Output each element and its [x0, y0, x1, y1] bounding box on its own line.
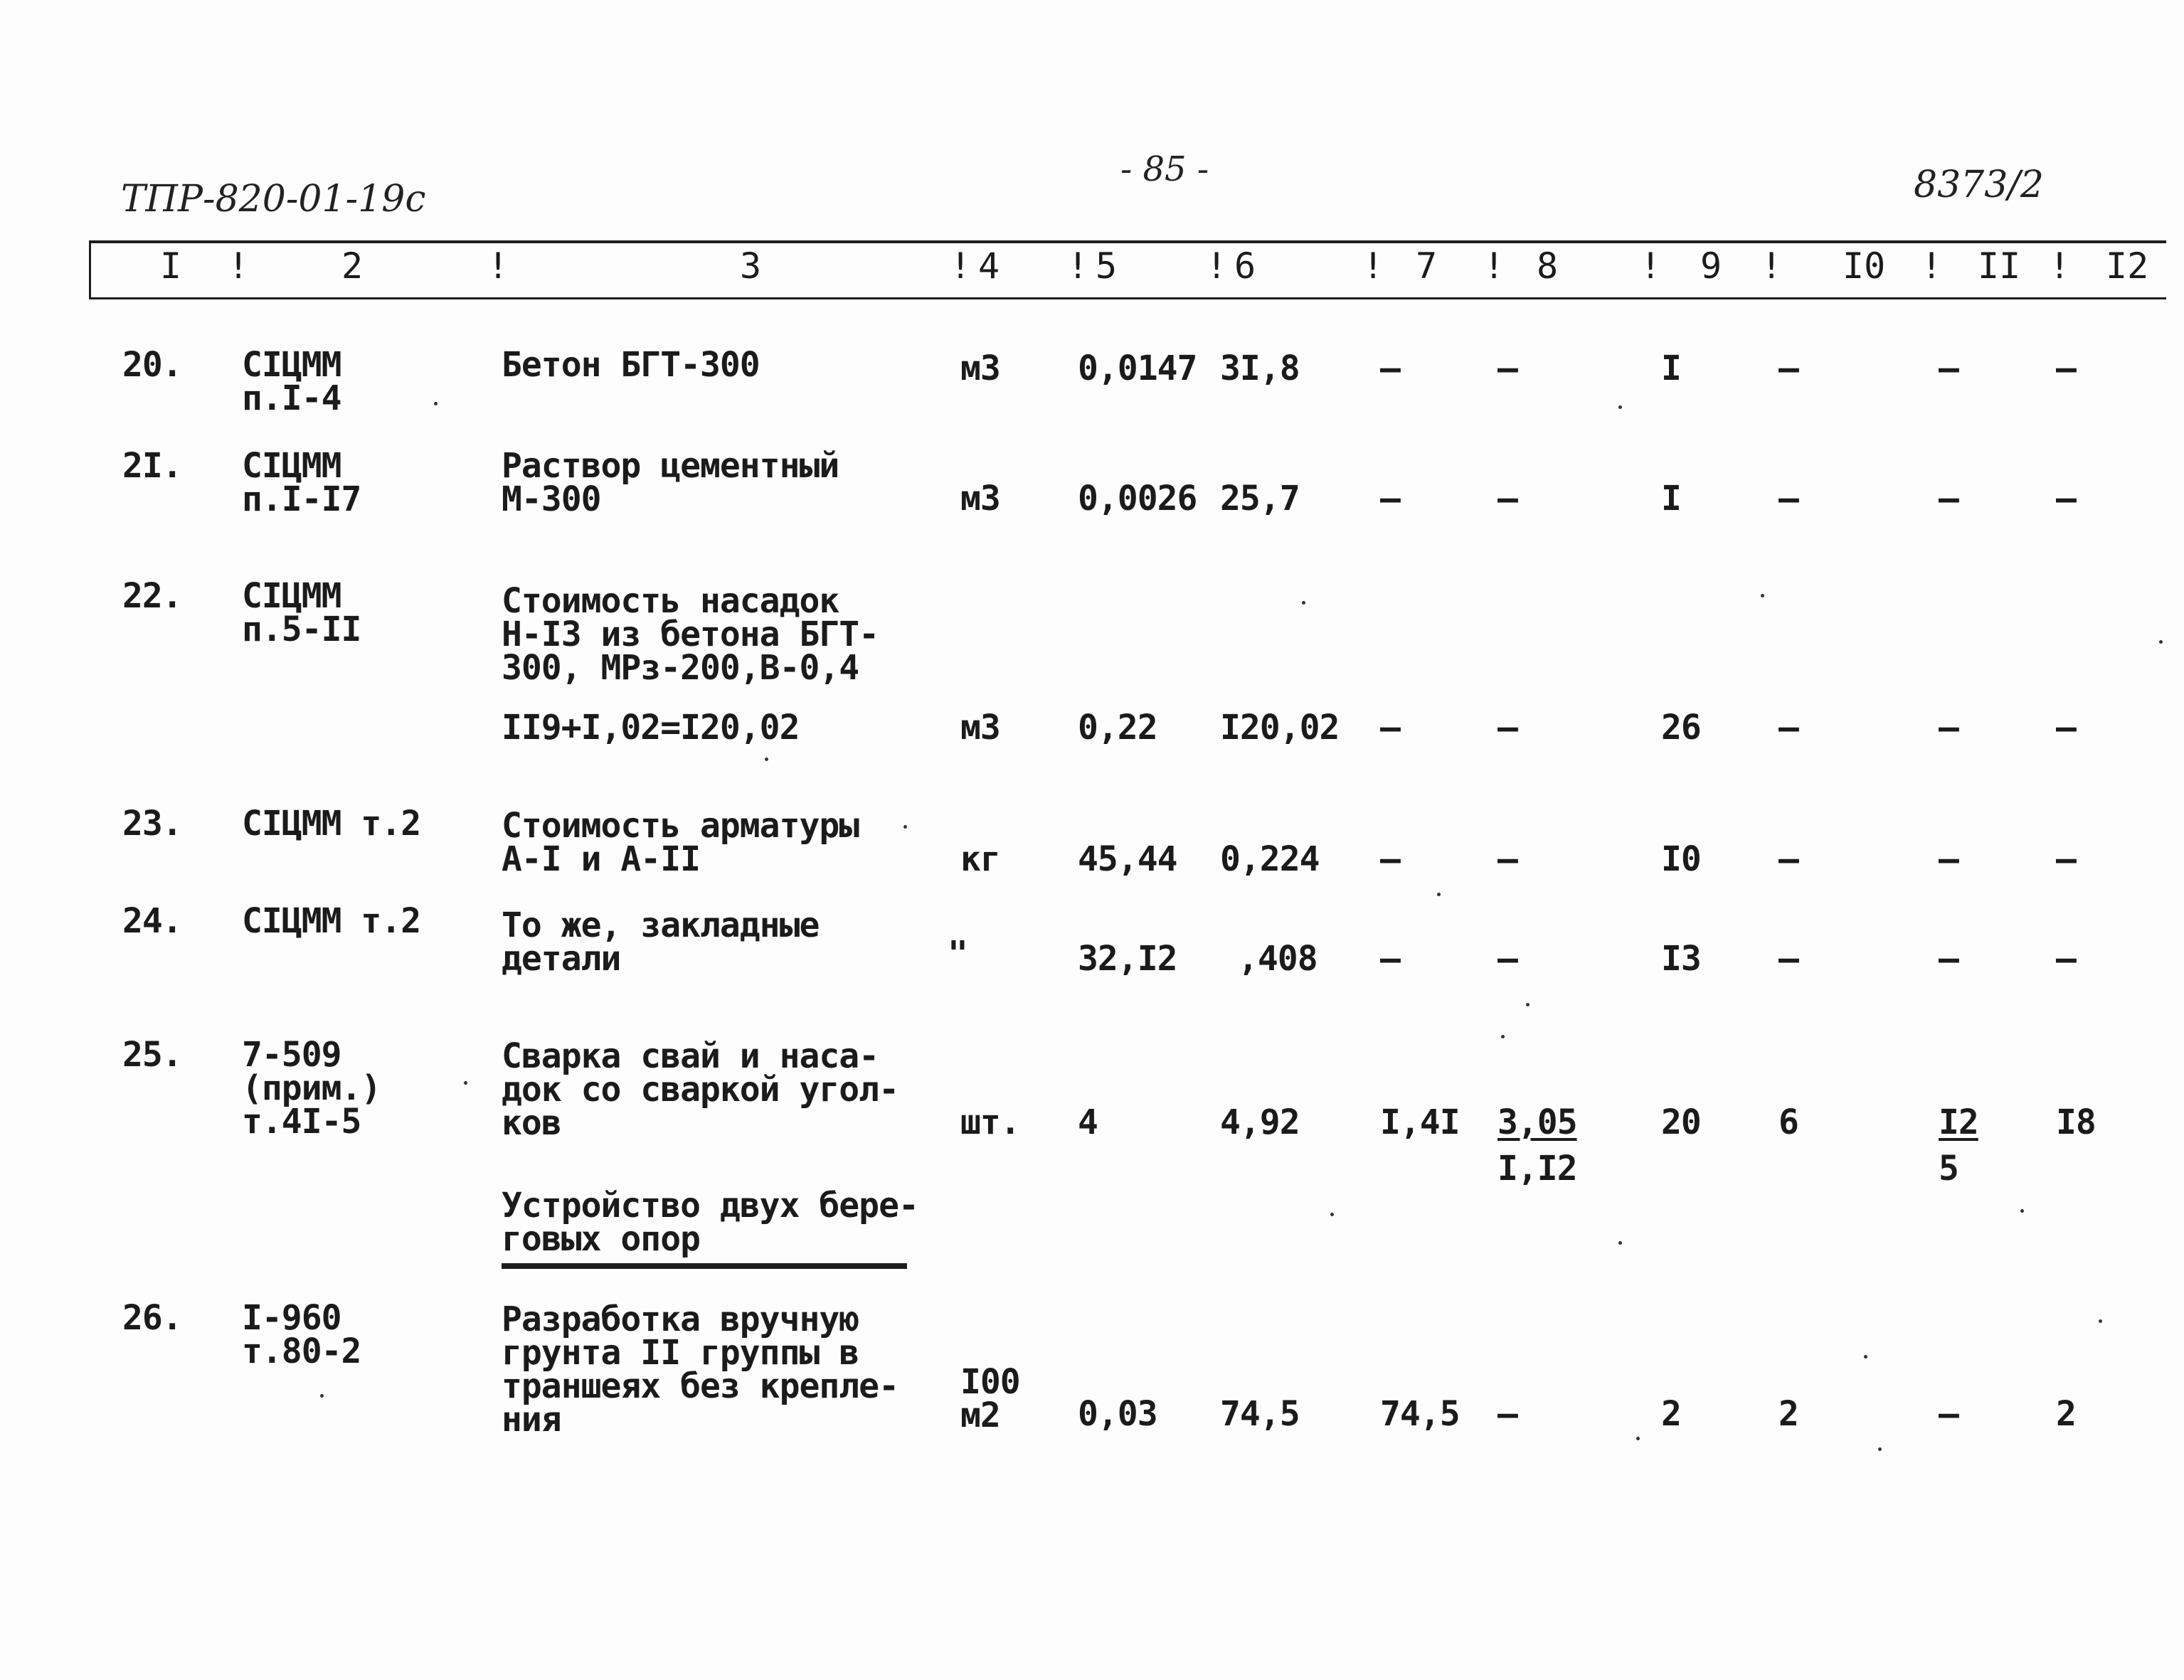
column-header-12: I2 [2106, 245, 2149, 287]
quantity: 0,0147 [1078, 349, 1197, 388]
scan-speck [1437, 893, 1441, 896]
norm-reference: 7-509 (прим.) т.4I-5 [242, 1035, 381, 1142]
work-name: II9+I,02=I20,02 [502, 708, 800, 748]
column-separator: ! [1362, 245, 1384, 287]
column-separator: ! [1067, 245, 1089, 287]
scan-speck [1618, 1241, 1622, 1245]
col-9: 26 [1661, 708, 1701, 748]
col-11: I2 [1939, 1102, 1978, 1142]
scan-speck [1878, 1447, 1882, 1451]
row-number: 25. [122, 1035, 182, 1075]
scan-speck [1302, 601, 1305, 605]
column-header-1: I [160, 245, 182, 287]
work-name: Бетон БГТ-300 [502, 345, 760, 385]
scan-speck [1864, 1355, 1867, 1359]
col-10: 6 [1779, 1102, 1798, 1142]
col-11: – [1939, 939, 1958, 979]
col-10: 2 [1779, 1394, 1798, 1434]
page-number: - 85 - [1120, 149, 1209, 189]
scan-speck [1526, 1003, 1530, 1006]
unit-price: I20,02 [1220, 708, 1340, 748]
col-10: – [1779, 708, 1798, 748]
work-name: Разработка вручную грунта II группы в траншеях без крепле- ния [502, 1299, 898, 1440]
work-name: Раствор цементный М-300 [502, 446, 839, 519]
norm-reference: СIЦММ т.2 [242, 804, 421, 844]
column-header-11: II [1978, 245, 2021, 287]
col-7: – [1380, 479, 1400, 519]
work-name: Сварка свай и наса- док со сваркой угол- ков [502, 1036, 898, 1143]
scan-speck [1501, 1035, 1505, 1038]
unit: I00 м2 [960, 1362, 1020, 1435]
column-separator: ! [1921, 245, 1943, 287]
work-name: Стоимость арматуры А-I и А-II [502, 806, 859, 879]
row-number: 2I. [122, 446, 182, 486]
col-7: – [1380, 839, 1400, 879]
unit: шт. [960, 1102, 1020, 1142]
work-name: То же, закладные детали [502, 905, 820, 979]
sheet-code: 8373/2 [1914, 164, 2044, 206]
unit: м3 [960, 479, 1000, 519]
scan-speck [1636, 1437, 1640, 1440]
unit: " [948, 934, 968, 974]
norm-reference: СIЦММ п.I-4 [242, 345, 341, 418]
column-header-10: I0 [1843, 245, 1886, 287]
col-10: – [1779, 939, 1798, 979]
unit: м3 [960, 708, 1000, 748]
column-separator: ! [1206, 245, 1228, 287]
col-11: – [1939, 349, 1958, 388]
col-11: – [1939, 708, 1958, 748]
unit-price: 25,7 [1220, 479, 1300, 519]
scan-speck [1761, 594, 1764, 597]
header-bottom-rule [89, 297, 2166, 299]
column-separator: ! [1483, 245, 1505, 287]
row-number: 20. [122, 345, 182, 385]
col-7: – [1380, 349, 1400, 388]
quantity: 45,44 [1078, 839, 1177, 879]
scan-speck [434, 402, 438, 405]
section-heading-underline [502, 1263, 907, 1269]
col-9: 2 [1661, 1394, 1681, 1434]
scan-speck [2099, 1319, 2102, 1323]
column-header-7: 7 [1416, 245, 1438, 287]
col-11: – [1939, 479, 1958, 519]
norm-reference: СIЦММ п.5-II [242, 576, 361, 649]
norm-reference: I-960 т.80-2 [242, 1298, 361, 1371]
column-separator: ! [1761, 245, 1783, 287]
column-header-9: 9 [1700, 245, 1722, 287]
quantity: 0,22 [1078, 708, 1157, 748]
norm-reference: СIЦММ п.I-I7 [242, 446, 361, 519]
scan-speck [2159, 640, 2163, 644]
col-7: 74,5 [1380, 1394, 1460, 1434]
col-11: – [1939, 1394, 1958, 1434]
col-8: – [1497, 349, 1517, 388]
column-header-3: 3 [740, 245, 762, 287]
col-9: I3 [1661, 939, 1701, 979]
work-name: Стоимость насадок Н-I3 из бетона БГТ- 300, МРз-200,В-0,4 [502, 581, 879, 688]
col-12: – [2056, 839, 2076, 879]
column-separator: ! [487, 245, 509, 287]
row-number: 22. [122, 576, 182, 616]
column-header-8: 8 [1537, 245, 1559, 287]
col-7: – [1380, 939, 1400, 979]
scan-speck [464, 1081, 467, 1085]
scan-speck [1330, 1213, 1334, 1216]
col-11-secondary: 5 [1939, 1149, 1958, 1189]
unit: м3 [960, 349, 1000, 388]
col-8: – [1497, 708, 1517, 748]
col-8: – [1497, 1394, 1517, 1434]
column-separator: ! [228, 245, 250, 287]
column-header-6: 6 [1234, 245, 1256, 287]
scan-speck [903, 825, 907, 829]
col-9: 20 [1661, 1102, 1701, 1142]
row-number: 23. [122, 804, 182, 844]
col-11: – [1939, 839, 1958, 879]
header-left-edge [89, 240, 91, 299]
scan-speck [1618, 405, 1622, 409]
unit-price: 4,92 [1220, 1102, 1300, 1142]
col-12: I8 [2056, 1102, 2096, 1142]
quantity: 0,03 [1078, 1394, 1157, 1434]
col-8: – [1497, 479, 1517, 519]
column-separator: ! [1640, 245, 1662, 287]
row-number: 26. [122, 1298, 182, 1338]
scan-speck [765, 757, 768, 761]
col-12: – [2056, 479, 2076, 519]
unit-price: 74,5 [1220, 1394, 1300, 1434]
col-8: – [1497, 839, 1517, 879]
col-10: – [1779, 479, 1798, 519]
col-8-secondary: I,I2 [1497, 1149, 1577, 1189]
col-8: – [1497, 939, 1517, 979]
col-7: I,4I [1380, 1102, 1460, 1142]
col-12: 2 [2056, 1394, 2076, 1434]
unit-price: 0,224 [1220, 839, 1320, 879]
col-8: 3,05 [1497, 1102, 1577, 1142]
col-12: – [2056, 939, 2076, 979]
col-12: – [2056, 349, 2076, 388]
col-10: – [1779, 349, 1798, 388]
col-9: I [1661, 349, 1681, 388]
quantity: 4 [1078, 1102, 1098, 1142]
col-10: – [1779, 839, 1798, 879]
column-header-4: 4 [978, 245, 1000, 287]
column-separator: ! [2049, 245, 2071, 287]
document-code: ТПР-820-01-19с [121, 178, 426, 220]
col-12: – [2056, 708, 2076, 748]
unit: кг [960, 839, 1000, 879]
column-header-5: 5 [1096, 245, 1118, 287]
unit-price: 3I,8 [1220, 349, 1300, 388]
header-top-rule [89, 240, 2166, 243]
scan-speck [2020, 1209, 2024, 1213]
scan-speck [320, 1394, 324, 1398]
column-header-2: 2 [341, 245, 364, 287]
column-separator: ! [950, 245, 972, 287]
unit-price: ,408 [1238, 939, 1318, 979]
quantity: 0,0026 [1078, 479, 1197, 519]
row-number: 24. [122, 901, 182, 941]
col-9: I [1661, 479, 1681, 519]
norm-reference: СIЦММ т.2 [242, 901, 421, 941]
quantity: 32,I2 [1078, 939, 1177, 979]
section-heading: Устройство двух бере- говых опор [502, 1186, 918, 1259]
col-9: I0 [1661, 839, 1701, 879]
col-7: – [1380, 708, 1400, 748]
